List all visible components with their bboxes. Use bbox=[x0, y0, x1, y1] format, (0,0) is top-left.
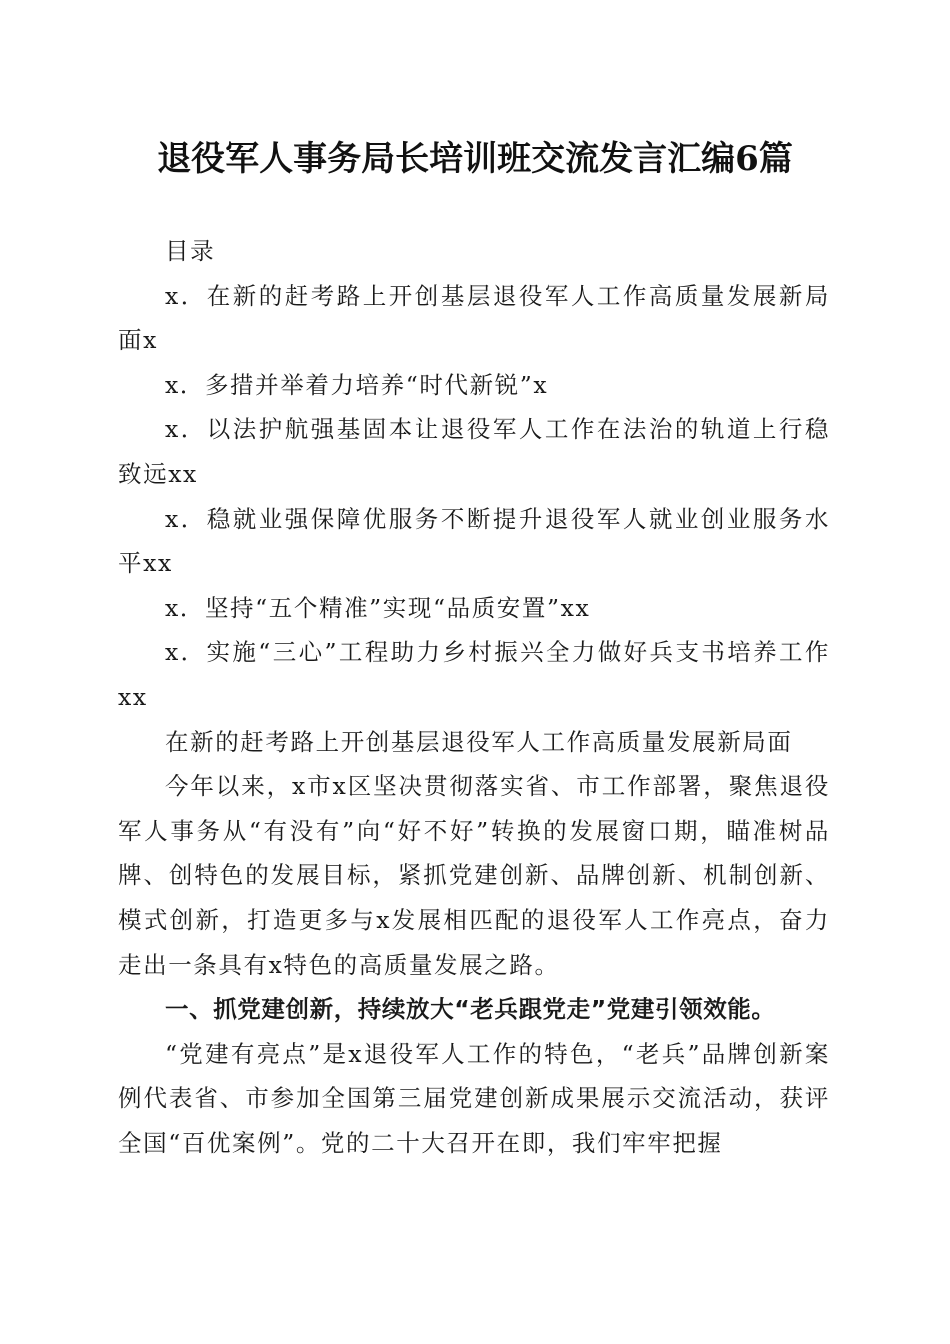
article-title: 在新的赶考路上开创基层退役军人工作高质量发展新局面 bbox=[165, 727, 793, 756]
document-title: 退役军人事务局长培训班交流发言汇编6篇 bbox=[157, 139, 793, 179]
section-paragraph: “党建有亮点”是x退役军人工作的特色，“老兵”品牌创新案例代表省、市参加全国第三届党建创新成果展示交流活动，获评全国“百优案例”。党的二十大召开在即，我们牢牢把握 bbox=[118, 1039, 830, 1157]
document-body bbox=[118, 229, 830, 1165]
section-heading: 一、抓党建创新，持续放大“老兵跟党走”党建引领效能。 bbox=[165, 995, 776, 1024]
toc-item: x．坚持“五个精准”实现“品质安置”xx bbox=[165, 593, 591, 622]
toc-item: x．在新的赶考路上开创基层退役军人工作高质量发展新局面x bbox=[118, 281, 830, 355]
toc-label: 目录 bbox=[165, 237, 216, 265]
toc-item: x．以法护航强基固本让退役军人工作在法治的轨道上行稳致远xx bbox=[118, 415, 830, 488]
toc-item: x．实施“三心”工程助力乡村振兴全力做好兵支书培养工作xx bbox=[118, 638, 830, 711]
toc-item: x．多措并举着力培养“时代新锐”x bbox=[165, 370, 549, 399]
toc-item: x．稳就业强保障优服务不断提升退役军人就业创业服务水平xx bbox=[118, 504, 830, 578]
article-intro-paragraph: 今年以来，x市x区坚决贯彻落实省、市工作部署，聚焦退役军人事务从“有没有”向“好不好”转换的发展窗口期，瞄准树品牌、创特色的发展目标，紧抓党建创新、品牌创新、机制创新、模式创新，打造更多与x发展相匹配的退役军人工作亮点，奋力走出一条具有x特色的高质量发展之路。 bbox=[118, 772, 830, 979]
